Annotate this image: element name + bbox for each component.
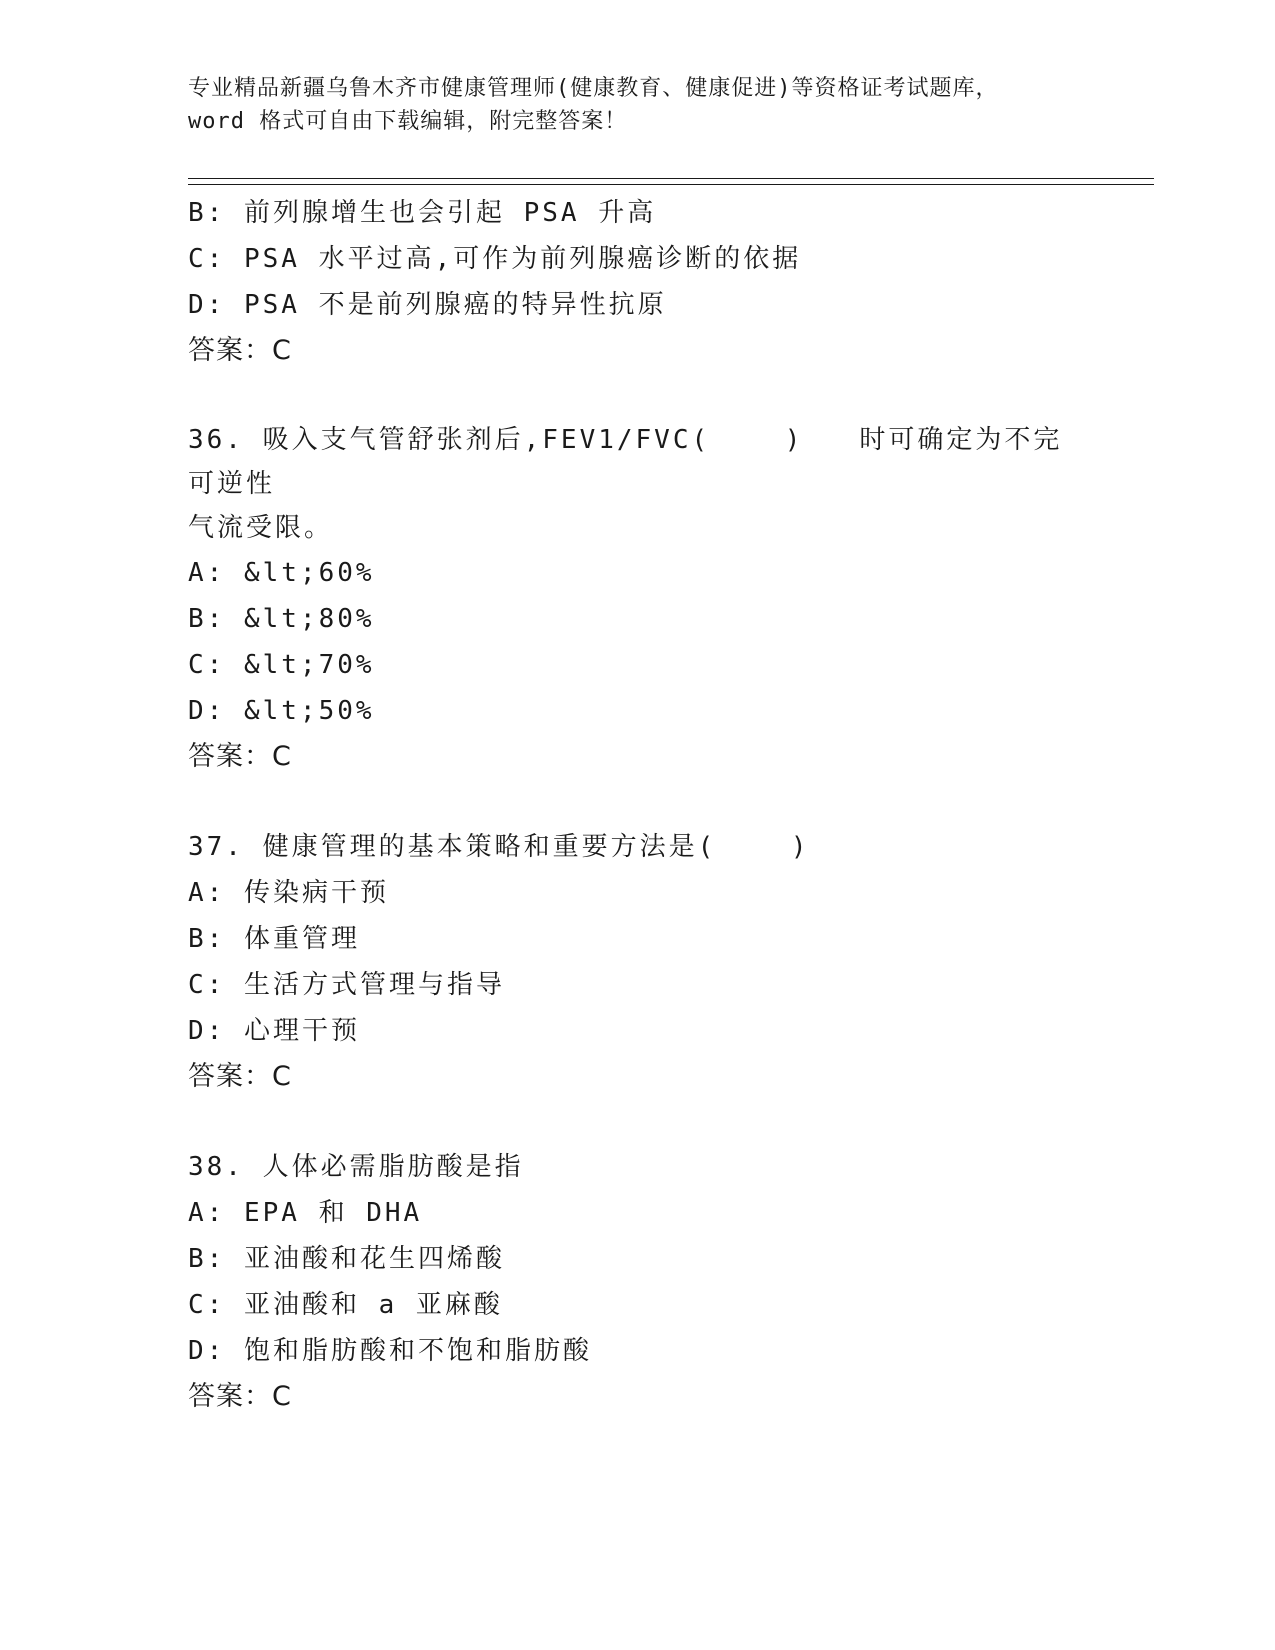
- spacer: [188, 1100, 1088, 1144]
- spacer: [188, 374, 1088, 418]
- option-c: C: &lt;70%: [188, 650, 375, 680]
- question-stem-line-2: 气流受限。: [188, 513, 334, 543]
- question-35-continued: [188, 190, 1088, 374]
- question-38: [188, 1144, 1088, 1420]
- option-c: C: 生活方式管理与指导: [188, 970, 505, 1000]
- question-stem-line-1: 36. 吸入支气管舒张剂后,FEV1/FVC( ) 时可确定为不完可逆性: [188, 425, 1063, 499]
- option-a: A: EPA 和 DHA: [188, 1198, 423, 1228]
- header-line-1: 专业精品新疆乌鲁木齐市健康管理师(健康教育、健康促进)等资格证考试题库，: [188, 76, 999, 101]
- answer-text: 答案：C: [188, 335, 292, 366]
- answer-text: 答案：C: [188, 741, 292, 772]
- option-a: A: &lt;60%: [188, 558, 375, 588]
- question-stem: 38. 人体必需脂肪酸是指: [188, 1152, 524, 1182]
- answer-text: 答案：C: [188, 1061, 292, 1092]
- option-c: C: PSA 水平过高,可作为前列腺癌诊断的依据: [188, 244, 802, 274]
- header-divider-bottom: [188, 184, 1154, 185]
- option-b: B: 体重管理: [188, 924, 360, 954]
- document-body: [188, 190, 1088, 1420]
- option-d: D: 心理干预: [188, 1016, 360, 1046]
- option-b: B: 前列腺增生也会引起 PSA 升高: [188, 198, 657, 228]
- option-a: A: 传染病干预: [188, 878, 389, 908]
- option-b: B: 亚油酸和花生四烯酸: [188, 1244, 505, 1274]
- header-divider-top: [188, 178, 1154, 179]
- option-d: D: 饱和脂肪酸和不饱和脂肪酸: [188, 1336, 592, 1366]
- answer-text: 答案：C: [188, 1381, 292, 1412]
- option-b: B: &lt;80%: [188, 604, 375, 634]
- spacer: [188, 780, 1088, 824]
- question-36: [188, 418, 1088, 780]
- option-d: D: &lt;50%: [188, 696, 375, 726]
- question-stem: 37. 健康管理的基本策略和重要方法是( ): [188, 832, 810, 862]
- header-line-2: word 格式可自由下载编辑，附完整答案！: [188, 109, 628, 134]
- option-d: D: PSA 不是前列腺癌的特异性抗原: [188, 290, 667, 320]
- question-37: [188, 824, 1088, 1100]
- page-header: [188, 72, 1088, 138]
- option-c: C: 亚油酸和 a 亚麻酸: [188, 1290, 503, 1320]
